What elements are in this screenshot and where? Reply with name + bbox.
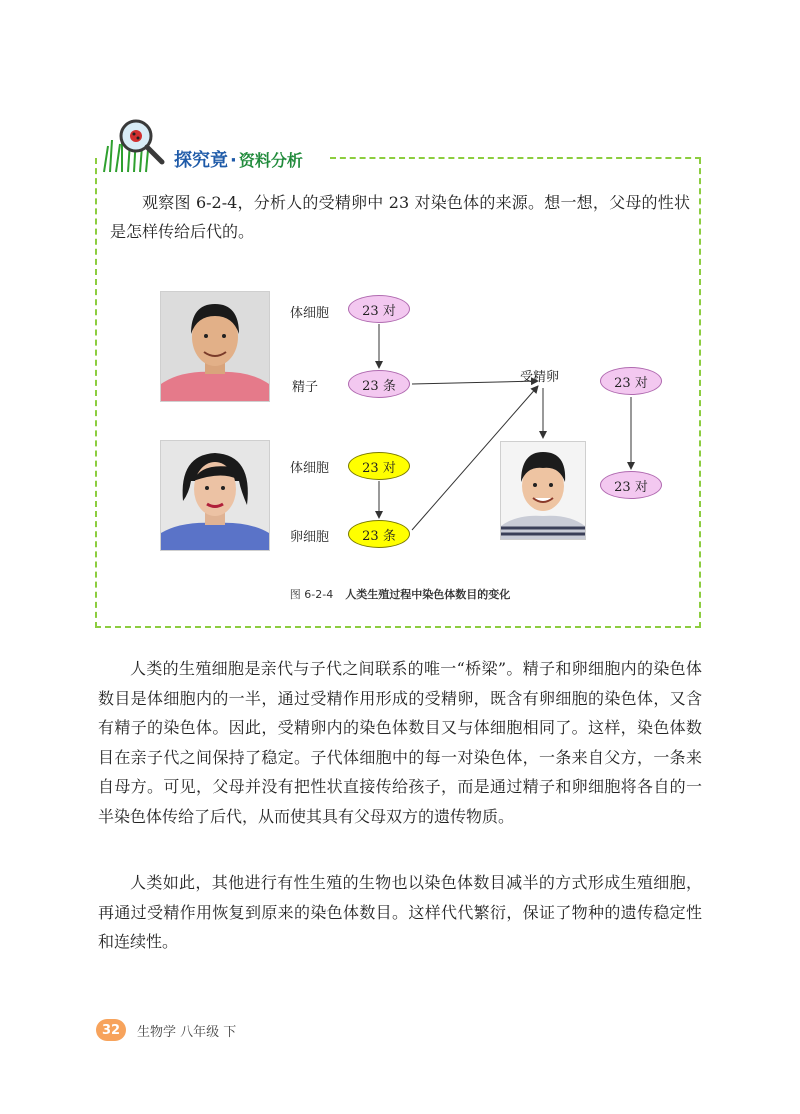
page-number: 32 — [96, 1019, 126, 1041]
mother-somatic-chromosomes: 23 对 — [348, 452, 410, 480]
father-somatic-cell-label: 体细胞 — [290, 306, 330, 321]
father-somatic-chromosomes: 23 对 — [348, 295, 410, 323]
section-subtitle: 资料分析 — [238, 151, 303, 170]
figure-caption — [0, 586, 800, 602]
father-photo — [160, 291, 270, 402]
mother-somatic-cell-label: 体细胞 — [290, 461, 330, 476]
figure-caption-text: 人类生殖过程中染色体数目的变化 — [345, 588, 511, 601]
body-paragraph-2: 人类如此，其他进行有性生殖的生物也以染色体数目减半的方式形成生殖细胞，再通过受精作用恢复到原来的染色体数目。这样代代繁衍，保证了物种的遗传稳定性和连续性。 — [98, 873, 702, 951]
section-separator: · — [230, 150, 237, 171]
sperm-label: 精子 — [292, 380, 319, 395]
body-paragraph-1: 人类的生殖细胞是亲代与子代之间联系的唯一“桥梁”。精子和卵细胞内的染色体数目是体细胞内的一半，通过受精作用形成的受精卵，既含有卵细胞的染色体，又含有精子的染色体。因此，受精卵内的染色体数目又与体细胞相同了。这样，染色体数目在亲子代之间保持了稳定。子代体细胞中的每一对染色体，一条来自父方，一条来自母方。可见，父母并没有把性状直接传给孩子，而是通过精子和卵细胞将各自的一半染色体传给了后代，从而使其具有父母双方的遗传物质。 — [98, 659, 702, 826]
egg-chromosomes: 23 条 — [348, 520, 410, 548]
figure-number: 图 6-2-4 — [289, 588, 334, 601]
mother-photo — [160, 440, 270, 551]
egg-cell-label: 卵细胞 — [290, 530, 330, 545]
section-title: 探究竟 — [174, 150, 228, 171]
zygote-chromosomes: 23 对 — [600, 367, 662, 395]
zygote-label: 受精卵 — [520, 370, 560, 385]
intro-text: 观察图 6-2-4，分析人的受精卵中 23 对染色体的来源。想一想，父母的性状是怎样传给后代的。 — [110, 193, 690, 241]
sperm-chromosomes: 23 条 — [348, 370, 410, 398]
book-title-footer: 生物学 八年级 下 — [137, 1025, 237, 1040]
child-somatic-chromosomes: 23 对 — [600, 471, 662, 499]
child-photo — [500, 441, 586, 540]
